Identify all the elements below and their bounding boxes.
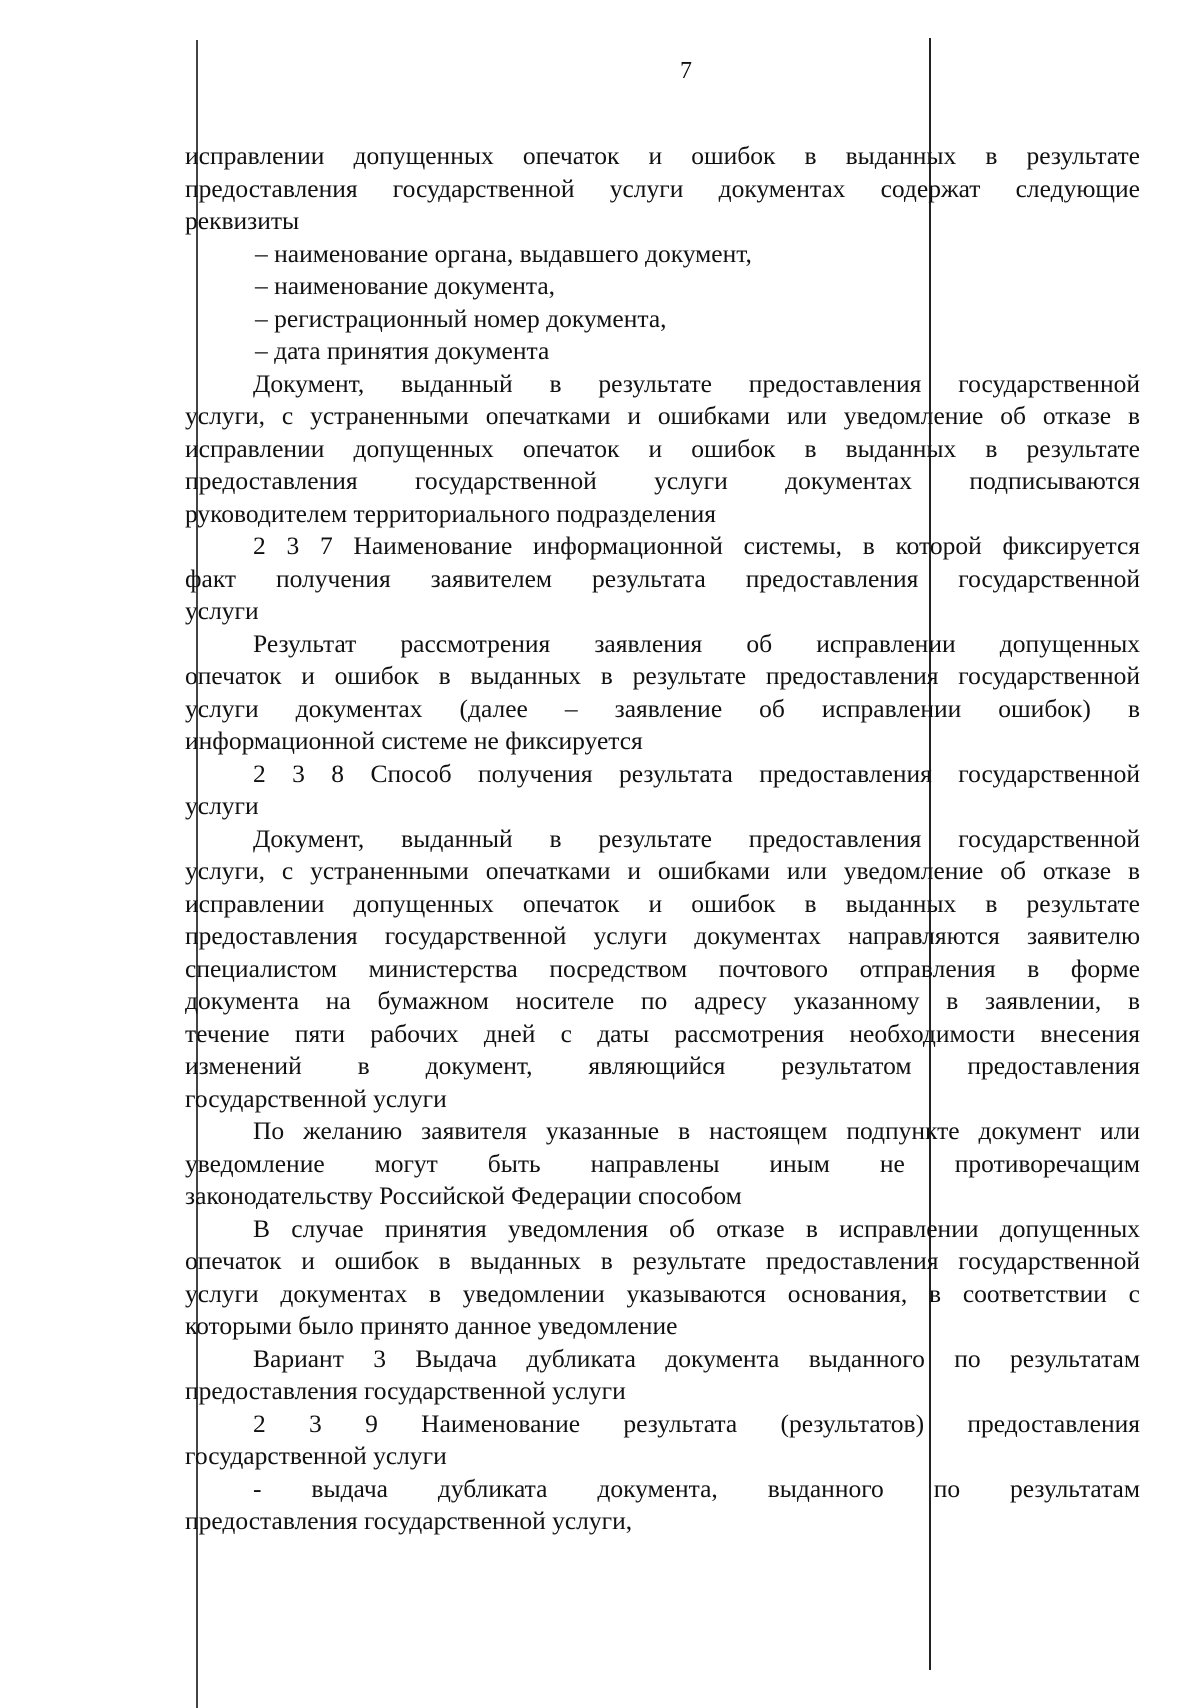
text-line: течение пяти рабочих дней с даты рассмотрения необходимости внесения: [185, 1018, 1140, 1048]
text-line: исправлении допущенных опечаток и ошибок в выданных в результате: [185, 141, 1140, 170]
text-line: государственной услуги: [185, 1083, 447, 1113]
text-line: реквизиты: [185, 206, 300, 235]
text-line: 2 3 7 Наименование информационной системы, в которой фиксируется: [253, 531, 1140, 560]
text-line: услуги документах в уведомлении указываются основания, в соответствии с: [185, 1278, 1140, 1308]
text-line: законодательству Российской Федерации способом: [185, 1181, 742, 1210]
text-line: предоставления государственной услуги: [185, 1376, 626, 1405]
text-line: которыми было принято данное уведомление: [185, 1311, 678, 1340]
text-line: услуги, с устраненными опечатками и ошибками или уведомление об отказе в: [185, 856, 1140, 885]
page-number: 7: [680, 58, 692, 84]
text-line: уведомление могут быть направлены иным не противоречащим: [185, 1148, 1140, 1178]
text-line: информационной системе не фиксируется: [185, 726, 643, 755]
text-line: изменений в документ, являющийся результатом предоставления: [185, 1051, 1140, 1080]
text-line: – дата принятия документа: [255, 336, 550, 365]
text-line: По желанию заявителя указанные в настоящем подпункте документ или: [253, 1116, 1140, 1145]
text-line: опечаток и ошибок в выданных в результате предоставления государственной: [185, 1246, 1140, 1275]
text-line: 2 3 9 Наименование результата (результатов) предоставления: [253, 1408, 1140, 1438]
text-line: специалистом министерства посредством почтового отправления в форме: [185, 953, 1140, 983]
text-line: опечаток и ошибок в выданных в результате предоставления государственной: [185, 661, 1140, 690]
text-line: руководителем территориального подразделения: [185, 498, 717, 528]
text-line: услуги: [185, 596, 259, 625]
text-line: документа на бумажном носителе по адресу указанному в заявлении, в: [185, 986, 1140, 1015]
text-line: Результат рассмотрения заявления об исправлении допущенных: [253, 628, 1140, 658]
text-line: предоставления государственной услуги документах содержат следующие: [185, 173, 1140, 203]
text-line: исправлении допущенных опечаток и ошибок в выданных в результате: [185, 888, 1140, 918]
text-line: предоставления государственной услуги документах направляются заявителю: [185, 921, 1140, 950]
text-line: – наименование органа, выдавшего документ,: [255, 238, 752, 268]
text-line: государственной услуги: [185, 1441, 447, 1470]
text-line: исправлении допущенных опечаток и ошибок в выданных в результате: [185, 433, 1140, 463]
text-line: Документ, выданный в результате предоставления государственной: [253, 823, 1140, 853]
text-line: 2 3 8 Способ получения результата предоставления государственной: [253, 758, 1140, 788]
text-line: услуги: [185, 791, 259, 820]
text-line: факт получения заявителем результата предоставления государственной: [185, 563, 1140, 593]
text-line: - выдача дубликата документа, выданного по результатам: [253, 1473, 1140, 1503]
document-body: [185, 140, 1140, 1538]
text-line: Документ, выданный в результате предоставления государственной: [253, 368, 1140, 398]
text-line: Вариант 3 Выдача дубликата документа выданного по результатам: [253, 1343, 1140, 1373]
text-line: – наименование документа,: [255, 271, 556, 300]
text-line: услуги документах (далее – заявление об исправлении ошибок) в: [185, 693, 1140, 723]
text-line: – регистрационный номер документа,: [255, 303, 667, 333]
text-line: предоставления государственной услуги документах подписываются: [185, 466, 1140, 495]
text-line: предоставления государственной услуги,: [185, 1506, 633, 1535]
text-line: В случае принятия уведомления об отказе в исправлении допущенных: [253, 1213, 1140, 1243]
text-line: услуги, с устраненными опечатками и ошибками или уведомление об отказе в: [185, 401, 1140, 430]
